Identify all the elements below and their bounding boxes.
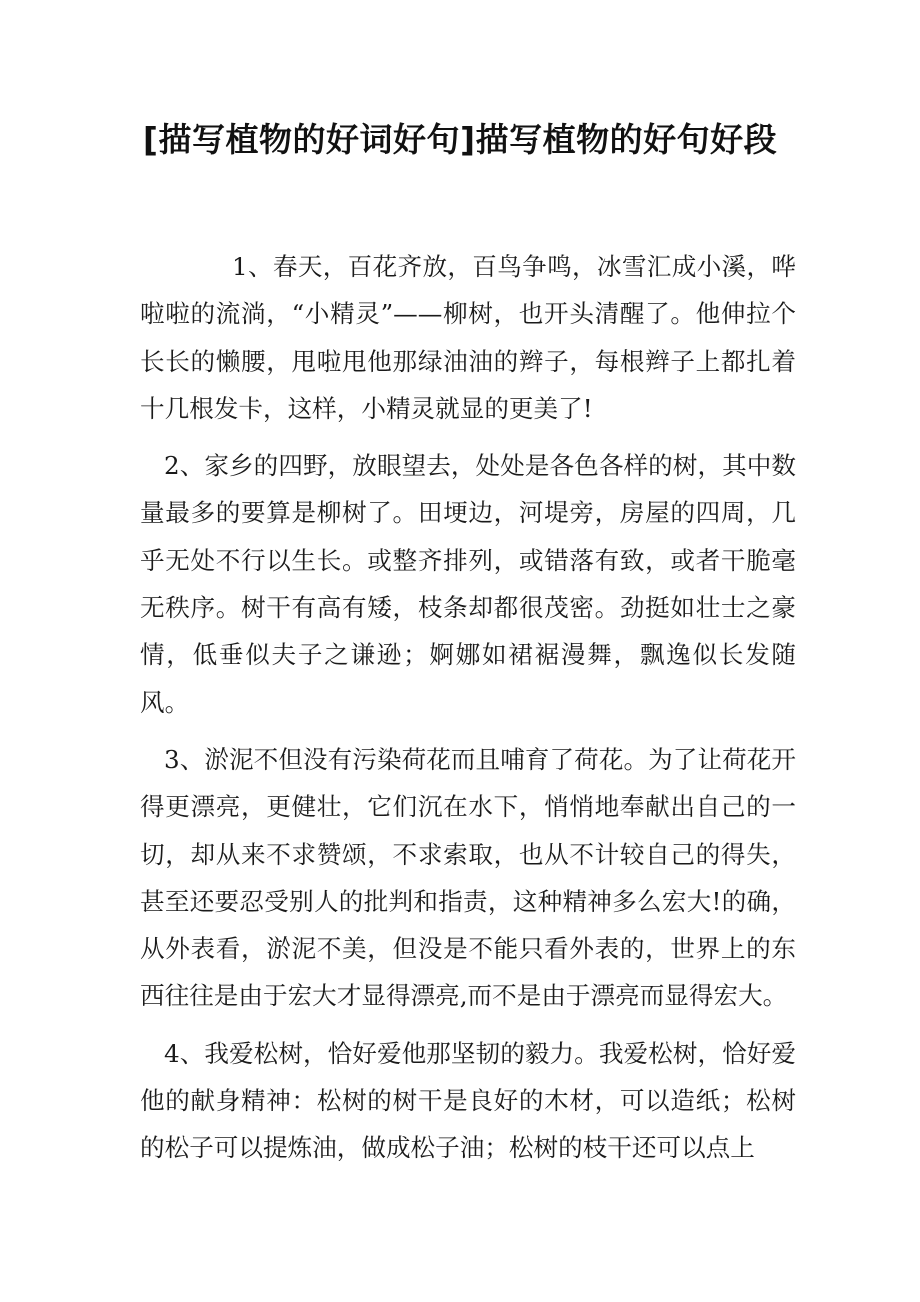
paragraph-4: 4、我爱松树，恰好爱他那坚韧的毅力。我爱松树，恰好爱他的献身精神：松树的树干是良好的木材，可以造纸；松树的松子可以提炼油，做成松子油；松树的枝干还可以点上 (140, 1038, 796, 1163)
paragraph-1: 1、春天，百花齐放，百鸟争鸣，冰雪汇成小溪，哗啦啦的流淌，“小精灵”——柳树，也开头清醒了。他伸拉个长长的懒腰，甩啦甩他那绿油油的辫子，每根辫子上都扎着十几根发卡，这样，小精灵就显的更美了! (140, 252, 796, 423)
document-title: [描写植物的好词好句]描写植物的好句好段 (142, 120, 778, 159)
paragraph-2: 2、家乡的四野，放眼望去，处处是各色各样的树，其中数量最多的要算是柳树了。田埂边，河堤旁，房屋的四周，几乎无处不行以生长。或整齐排列，或错落有致，或者干脆毫无秩序。树干有高有矮，枝条却都很茂密。劲挺如壮士之豪情，低垂似夫子之谦逊；婀娜如裙裾漫舞，飘逸似长发随风。 (140, 451, 796, 717)
document-body (140, 243, 796, 1182)
paragraph-3: 3、淤泥不但没有污染荷花而且哺育了荷花。为了让荷花开得更漂亮，更健壮，它们沉在水下，悄悄地奉献出自己的一切，却从来不求赞颂，不求索取，也从不计较自己的得失，甚至还要忍受别人的批判和指责，这种精神多么宏大!的确，从外表看，淤泥不美，但没是不能只看外表的，世界上的东西往往是由于宏大才显得漂亮,而不是由于漂亮而显得宏大。 (140, 744, 796, 1011)
